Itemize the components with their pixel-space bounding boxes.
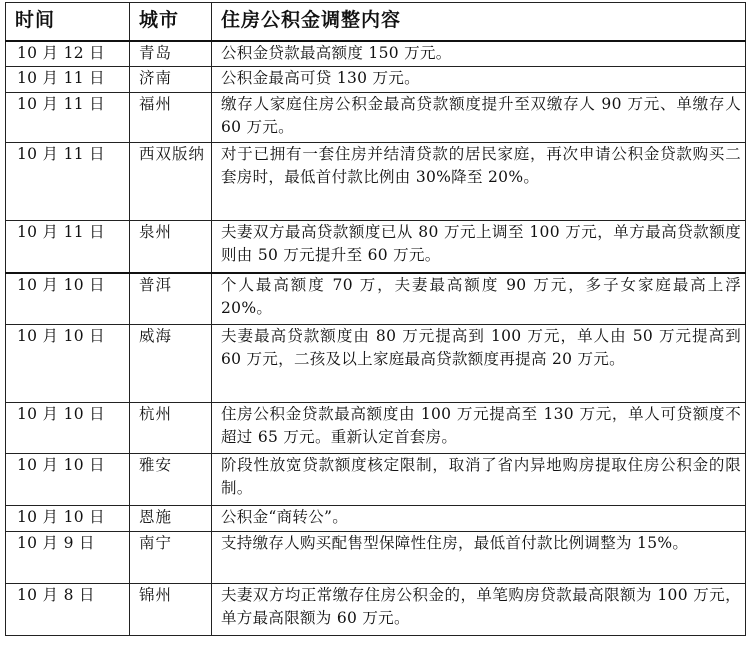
- row-date: 10 月 11 日: [6, 92, 130, 142]
- row-city: 济南: [130, 66, 212, 92]
- row-date: 10 月 11 日: [6, 66, 130, 92]
- housing-fund-adjustment-table: [5, 2, 746, 636]
- table-row: [6, 324, 746, 402]
- table-row: [6, 505, 746, 531]
- row-content: 对于已拥有一套住房并结清贷款的居民家庭，再次申请公积金贷款购买二套房时，最低首付款比例由 30%降至 20%。: [212, 142, 746, 220]
- row-city: 锦州: [130, 583, 212, 635]
- row-content: 公积金最高可贷 130 万元。: [212, 66, 746, 92]
- row-content: 个人最高额度 70 万，夫妻最高额度 90 万元，多子女家庭最高上浮 20%。: [212, 273, 746, 324]
- row-content: 住房公积金贷款最高额度由 100 万元提高至 130 万元，单人可贷额度不超过 65 万元。重新认定首套房。: [212, 402, 746, 453]
- row-city: 恩施: [130, 505, 212, 531]
- row-content: 缴存人家庭住房公积金最高贷款额度提升至双缴存人 90 万元、单缴存人 60 万元。: [212, 92, 746, 142]
- header-content: 住房公积金调整内容: [212, 3, 746, 42]
- row-content: 夫妻最高贷款额度由 80 万元提高到 100 万元，单人由 50 万元提高到 60 万元，二孩及以上家庭最高贷款额度再提高 20 万元。: [212, 324, 746, 402]
- table-header-row: [6, 3, 746, 42]
- row-date: 10 月 10 日: [6, 324, 130, 402]
- row-city: 青岛: [130, 41, 212, 66]
- row-city: 西双版纳: [130, 142, 212, 220]
- row-city: 杭州: [130, 402, 212, 453]
- row-content: 支持缴存人购买配售型保障性住房，最低首付款比例调整为 15%。: [212, 531, 746, 583]
- table-row: [6, 66, 746, 92]
- row-city: 福州: [130, 92, 212, 142]
- row-content: 公积金贷款最高额度 150 万元。: [212, 41, 746, 66]
- row-city: 普洱: [130, 273, 212, 324]
- table-row: [6, 273, 746, 324]
- table-row: [6, 531, 746, 583]
- row-content: 夫妻双方均正常缴存住房公积金的，单笔购房贷款最高限额为 100 万元，单方最高限额为 60 万元。: [212, 583, 746, 635]
- table-row: [6, 220, 746, 273]
- row-date: 10 月 10 日: [6, 453, 130, 505]
- row-content: 阶段性放宽贷款额度核定限制，取消了省内异地购房提取住房公积金的限制。: [212, 453, 746, 505]
- table-row: [6, 142, 746, 220]
- table-row: [6, 453, 746, 505]
- table-row: [6, 402, 746, 453]
- row-content: 公积金“商转公”。: [212, 505, 746, 531]
- table-row: [6, 583, 746, 635]
- header-city: 城市: [130, 3, 212, 42]
- row-content: 夫妻双方最高贷款额度已从 80 万元上调至 100 万元，单方最高贷款额度则由 50 万元提升至 60 万元。: [212, 220, 746, 273]
- row-date: 10 月 10 日: [6, 402, 130, 453]
- row-date: 10 月 12 日: [6, 41, 130, 66]
- row-date: 10 月 8 日: [6, 583, 130, 635]
- header-date: 时间: [6, 3, 130, 42]
- row-date: 10 月 10 日: [6, 273, 130, 324]
- row-city: 雅安: [130, 453, 212, 505]
- row-date: 10 月 9 日: [6, 531, 130, 583]
- table-row: [6, 41, 746, 66]
- row-city: 威海: [130, 324, 212, 402]
- row-city: 泉州: [130, 220, 212, 273]
- row-date: 10 月 11 日: [6, 142, 130, 220]
- row-date: 10 月 10 日: [6, 505, 130, 531]
- table-row: [6, 92, 746, 142]
- row-city: 南宁: [130, 531, 212, 583]
- row-date: 10 月 11 日: [6, 220, 130, 273]
